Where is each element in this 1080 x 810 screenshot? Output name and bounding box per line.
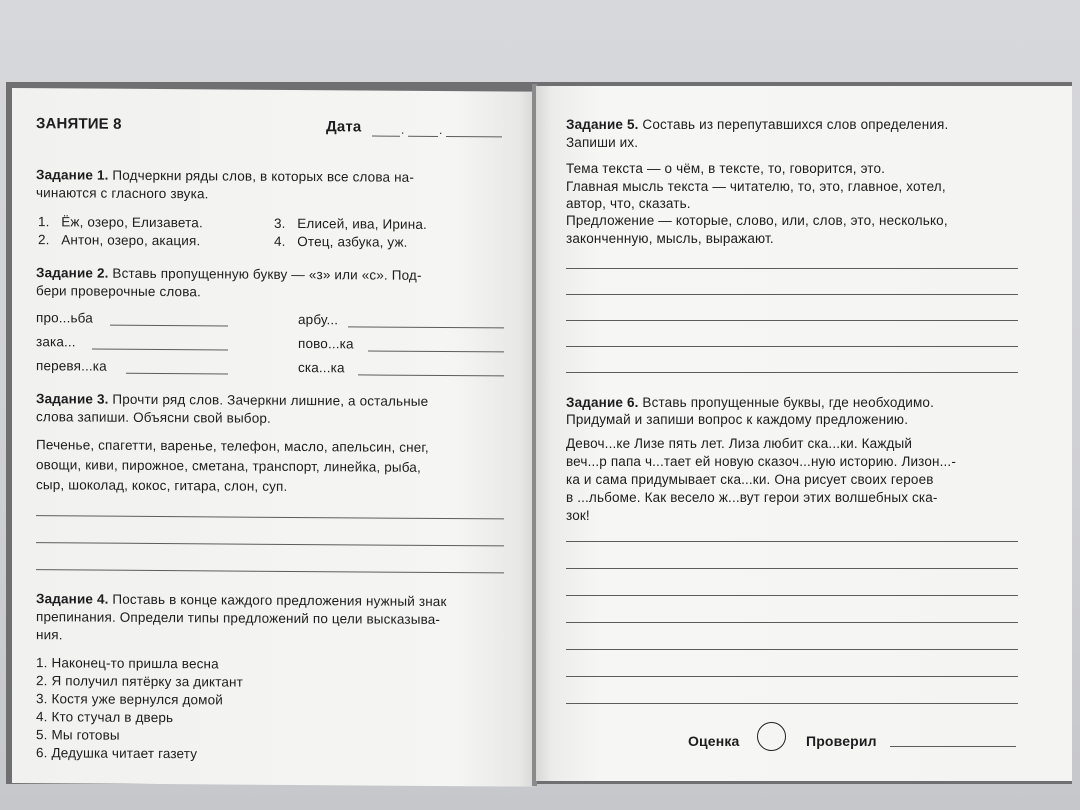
task6-answer-line-6[interactable]: [566, 676, 1018, 677]
task5-answer-line-3[interactable]: [566, 320, 1018, 321]
task3-heading: Задание 3.: [36, 391, 109, 407]
task5-line2: Главная мысль текста — читателю, то, это, главное, хотел,: [566, 179, 946, 194]
task2-answer-5[interactable]: [126, 373, 228, 375]
date-day-blank[interactable]: [372, 136, 400, 137]
task2-answer-3[interactable]: [92, 349, 228, 351]
task2-word-1: про...ьба: [36, 310, 93, 326]
task4-text-line1: Задание 4. Поставь в конце каждого предложения нужный знак: [36, 591, 447, 610]
task4-item-3: 3. Костя уже вернулся домой: [36, 691, 223, 708]
task1-text-line2: чинаются с гласного звука.: [36, 185, 209, 202]
right-page: [536, 86, 1072, 781]
task4-text-line2: препинания. Определи типы предложений по цели высказыва-: [36, 609, 441, 627]
task2-answer-2[interactable]: [348, 326, 504, 328]
date-month-blank[interactable]: [408, 136, 438, 137]
task2-text-line2: бери проверочные слова.: [36, 283, 201, 300]
task3-words-line1: Печенье, спагетти, варенье, телефон, масло, апельсин, снег,: [36, 437, 429, 455]
task6-answer-line-3[interactable]: [566, 595, 1018, 596]
task6-answer-line-5[interactable]: [566, 649, 1018, 650]
task6-line4: в ...льбоме. Как весело ж...вут герои этих волшебных ска-: [566, 490, 938, 505]
task4-heading: Задание 4.: [36, 591, 109, 607]
task4-text-line3: ния.: [36, 627, 63, 643]
date-label: Дата: [326, 118, 362, 136]
task5-answer-line-5[interactable]: [566, 372, 1018, 373]
task5-answer-line-1[interactable]: [566, 268, 1018, 269]
task4-item-1: 1. Наконец-то пришла весна: [36, 655, 219, 672]
task2-answer-1[interactable]: [110, 325, 228, 327]
task3-answer-line-3[interactable]: [36, 569, 504, 573]
task5-answer-line-2[interactable]: [566, 294, 1018, 295]
task1-item-4: 4. Отец, азбука, уж.: [274, 233, 408, 250]
task2-text-line1: Задание 2. Вставь пропущенную букву — «з» или «с». Под-: [36, 265, 422, 283]
task6-line5: зок!: [566, 508, 590, 523]
task6-answer-line-4[interactable]: [566, 622, 1018, 623]
task6-text-line2: Придумай и запиши вопрос к каждому предложению.: [566, 412, 909, 427]
task5-line3: автор, что, сказать.: [566, 196, 691, 211]
task4-item-5: 5. Мы готовы: [36, 727, 120, 743]
task2-answer-6[interactable]: [358, 374, 504, 376]
date-year-blank[interactable]: [446, 136, 502, 137]
task5-line5: законченную, мысль, выражают.: [566, 231, 774, 246]
task1-text-line1: Задание 1. Подчеркни ряды слов, в которых все слова на-: [36, 167, 414, 185]
checked-label: Проверил: [806, 733, 877, 749]
checked-signature-line[interactable]: [890, 746, 1016, 747]
task2-word-2: арбу...: [298, 311, 339, 328]
task2-heading: Задание 2.: [36, 265, 109, 281]
task5-text-line2: Запиши их.: [566, 135, 639, 150]
task2-answer-4[interactable]: [368, 350, 504, 352]
left-page: ЗАНЯТИЕ 8 Дата . . Задание 1. Подчеркни ряды слов, в которых все слова на- чинаются с гласного звука. 1. Ёж, озеро, Елизавета. 3. Елисей, ива, Ирина. 2. Антон, озеро, акация. 4. Отец, азбука, уж. Задание 2. Вставь пропущенную букву — «з» или «с». Под- бери проверочные слова. про...ьба арбу... зака... пово...ка перевя...ка ска...ка Задание 3. Прочти ряд слов. Зачеркни лишние, а остальные слова запиши. Объясни свой выбор. Печенье, спагетти, варенье, телефон, масло, апельсин, снег, овощи, киви, пирожное, сметана, транспорт, линейка, рыба, сыр, шоколад, кокос, гитара, слон, суп. Задание 4. Поставь в конце каждого предложения нужный знак препинания. Определи типы предложений по цели высказыва- ния. 1. Наконец-то пришла весна 2. Я получил пятёрку за диктант 3. Костя уже вернулся домой 4. Кто стучал в дверь 5. Мы готовы 6. Дедушка читает газету: [12, 88, 534, 787]
task6-line2: веч...р папа ч...тает ей новую сказоч...ную историю. Лизон...-: [566, 454, 956, 469]
task3-words-line2: овощи, киви, пирожное, сметана, транспорт, линейка, рыба,: [36, 457, 421, 475]
task6-line1: Девоч...ке Лизе пять лет. Лиза любит ска...ки. Каждый: [566, 436, 913, 451]
task5-line4: Предложение — которые, слово, или, слов, это, несколько,: [566, 213, 948, 228]
task4-item-4: 4. Кто стучал в дверь: [36, 709, 174, 726]
task6-line3: ка и сама придумывает ска...ки. Она рисует своих героев: [566, 472, 934, 487]
task3-text-line2: слова запиши. Объясни свой выбор.: [36, 409, 271, 426]
task1-item-3: 3. Елисей, ива, Ирина.: [274, 215, 427, 232]
task5-line1: Тема текста — о чём, в тексте, то, говорится, это.: [566, 161, 886, 176]
task2-word-4: пово...ка: [298, 335, 354, 352]
task3-words-line3: сыр, шоколад, кокос, гитара, слон, суп.: [36, 477, 288, 494]
task1-item-1: 1. Ёж, озеро, Елизавета.: [38, 214, 203, 231]
task6-text-line1: Задание 6. Вставь пропущенные буквы, где необходимо.: [566, 395, 934, 410]
task5-answer-line-4[interactable]: [566, 346, 1018, 347]
task4-item-2: 2. Я получил пятёрку за диктант: [36, 673, 243, 690]
task1-heading: Задание 1.: [36, 167, 109, 183]
task3-answer-line-1[interactable]: [36, 515, 504, 519]
grade-circle[interactable]: [757, 722, 786, 751]
task6-answer-line-2[interactable]: [566, 568, 1018, 569]
task4-item-6: 6. Дедушка читает газету: [36, 745, 198, 762]
grade-label: Оценка: [688, 733, 740, 749]
task6-heading: Задание 6.: [566, 395, 639, 410]
task5-heading: Задание 5.: [566, 117, 639, 132]
lesson-title: ЗАНЯТИЕ 8: [36, 115, 122, 133]
task6-answer-line-7[interactable]: [566, 703, 1018, 704]
task5-text-line1: Задание 5. Составь из перепутавшихся слов определения.: [566, 117, 949, 132]
task1-item-2: 2. Антон, озеро, акация.: [38, 232, 201, 249]
task3-text-line1: Задание 3. Прочти ряд слов. Зачеркни лишние, а остальные: [36, 391, 429, 409]
task3-answer-line-2[interactable]: [36, 542, 504, 546]
task2-word-5: перевя...ка: [36, 358, 107, 374]
task6-answer-line-1[interactable]: [566, 541, 1018, 542]
task2-word-3: зака...: [36, 334, 76, 350]
task2-word-6: ска...ка: [298, 359, 345, 376]
